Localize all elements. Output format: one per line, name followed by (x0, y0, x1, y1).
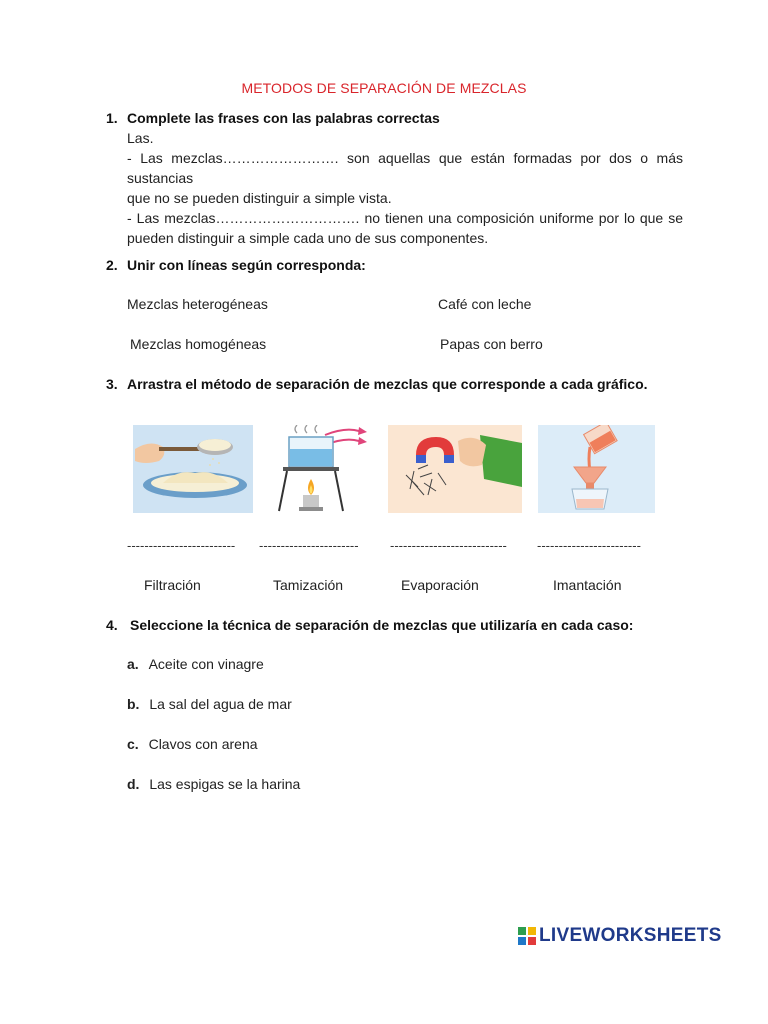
magnet-iron-filings-illustration (388, 425, 522, 513)
drag-option[interactable]: Tamización (273, 577, 344, 593)
case-letter: a. (127, 656, 139, 672)
question-3-number: 3. (106, 376, 118, 392)
question-1-text: Complete las frases con las palabras correctas (127, 110, 440, 126)
q1-line: Las. (127, 130, 154, 146)
case-letter: b. (127, 696, 140, 712)
drag-option[interactable]: Filtración (144, 577, 201, 593)
question-4-number: 4. (106, 617, 118, 633)
logo-text: LIVEWORKSHEETS (539, 925, 722, 946)
case-letter: c. (127, 736, 139, 752)
liveworksheets-logo-icon (518, 927, 536, 945)
question-2-text: Unir con líneas según corresponda: (127, 257, 366, 273)
case-item[interactable] (127, 736, 258, 752)
match-right-item[interactable]: Papas con berro (440, 336, 543, 352)
boiling-beaker-burner-illustration (263, 425, 373, 513)
question-3-text: Arrastra el método de separación de mezclas que corresponde a cada gráfico. (127, 376, 648, 392)
liveworksheets-logo (518, 925, 722, 947)
q1-line: que no se pueden distinguir a simple vista. (127, 190, 392, 206)
match-left-item[interactable]: Mezclas heterogéneas (127, 296, 268, 312)
drop-blank[interactable]: --------------------------- (390, 538, 507, 553)
case-text: Aceite con vinagre (148, 656, 264, 672)
question-1-number: 1. (106, 110, 118, 126)
question-4-text: Seleccione la técnica de separación de mezclas que utilizaría en cada caso: (130, 617, 634, 633)
sieve-flour-illustration (133, 425, 253, 513)
pouring-filtration-illustration (538, 425, 655, 513)
page-title: METODOS DE SEPARACIÓN DE MEZCLAS (241, 80, 527, 96)
case-item[interactable] (127, 776, 300, 792)
case-text: La sal del agua de mar (149, 696, 292, 712)
case-text: Las espigas se la harina (149, 776, 301, 792)
question-2-number: 2. (106, 257, 118, 273)
case-item[interactable] (127, 656, 264, 672)
q1-line: - Las mezclas……………………. son aquellas que están formadas por dos o más sustancias (127, 150, 683, 186)
drop-blank[interactable]: ------------------------- (127, 538, 236, 553)
case-item[interactable] (127, 696, 292, 712)
drop-blank[interactable]: ------------------------ (537, 538, 641, 553)
match-right-item[interactable]: Café con leche (438, 296, 532, 312)
q1-line: pueden distinguir a simple cada uno de sus componentes. (127, 230, 489, 246)
case-text: Clavos con arena (148, 736, 258, 752)
drop-blank[interactable]: ----------------------- (259, 538, 359, 553)
case-letter: d. (127, 776, 140, 792)
match-left-item[interactable]: Mezclas homogéneas (130, 336, 267, 352)
q1-line: - Las mezclas…………………………. no tienen una composición uniforme por lo que se (127, 210, 683, 226)
drag-option[interactable]: Evaporación (401, 577, 479, 593)
drag-option[interactable]: Imantación (553, 577, 622, 593)
question-1-paragraph (127, 128, 683, 248)
